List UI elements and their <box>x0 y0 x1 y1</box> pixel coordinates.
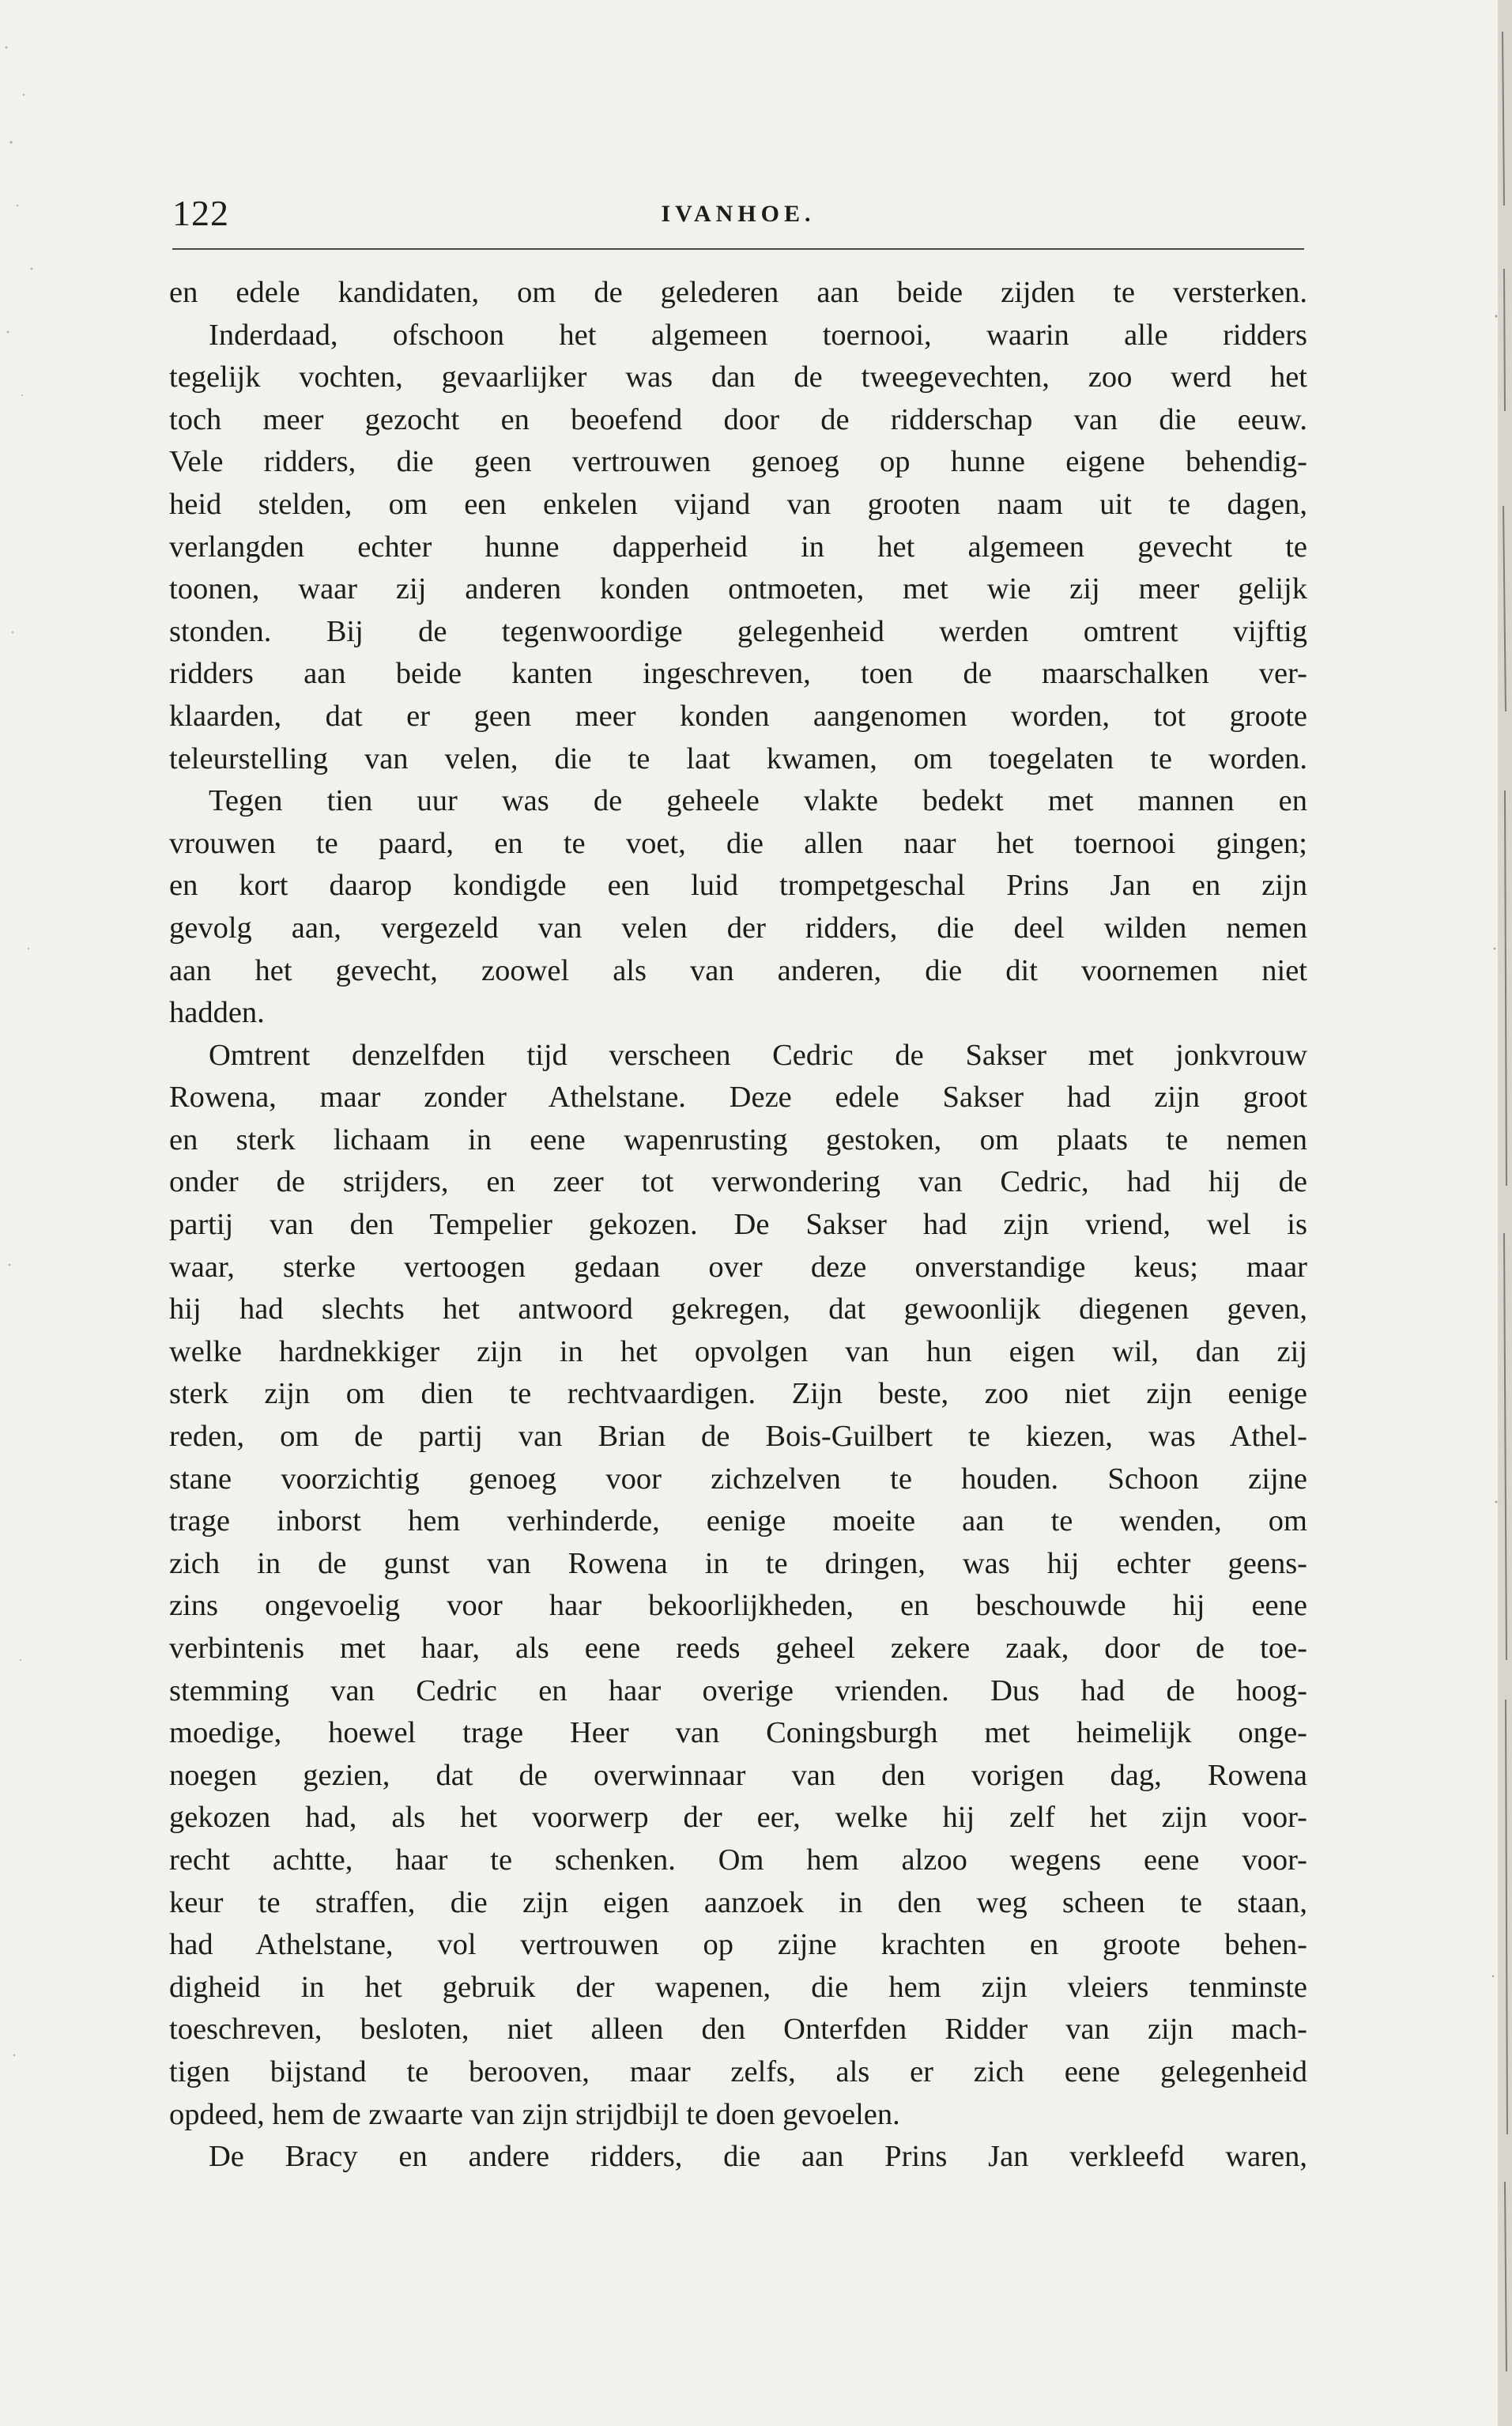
text-line: Tegen tien uur was de geheele vlakte bedekt met mannen en <box>209 784 1307 818</box>
text-line: toch meer gezocht en beoefend door de ridderschap van die eeuw. <box>169 402 1307 436</box>
text-line: vrouwen te paard, en te voet, die allen naar het toernooi gingen; <box>169 826 1307 860</box>
text-line: stane voorzichtig genoeg voor zichzelven te houden. Schoon zijne <box>169 1462 1307 1496</box>
text-line: digheid in het gebruik der wapenen, die hem zijn vleiers tenminste <box>169 1970 1307 2004</box>
left-scan-edge <box>0 0 55 2426</box>
text-line: en kort daarop kondigde een luid trompetgeschal Prins Jan en zijn <box>169 869 1307 903</box>
text-line: verlangden echter hunne dapperheid in het algemeen gevecht te <box>169 530 1307 564</box>
text-line: gevolg aan, vergezeld van velen der ridders, die deel wilden nemen <box>169 911 1307 945</box>
text-line: toonen, waar zij anderen konden ontmoeten, met wie zij meer gelijk <box>169 572 1307 606</box>
text-line: ridders aan beide kanten ingeschreven, toen de maarschalken ver- <box>169 657 1307 691</box>
text-line: had Athelstane, vol vertrouwen op zijne krachten en groote behen- <box>169 1928 1307 1962</box>
text-line: recht achtte, haar te schenken. Om hem alzoo wegens eene voor- <box>169 1843 1307 1877</box>
text-line: De Bracy en andere ridders, die aan Prins Jan verkleefd waren, <box>209 2140 1307 2174</box>
page-header <box>172 190 1304 245</box>
text-line: tegelijk vochten, gevaarlijker was dan de tweegevechten, zoo werd het <box>169 360 1307 394</box>
text-line: verbintenis met haar, als eene reeds geheel zekere zaak, door de toe- <box>169 1632 1307 1665</box>
text-line: teleurstelling van velen, die te laat kwamen, om toegelaten te worden. <box>169 741 1307 775</box>
header-rule <box>172 248 1304 250</box>
running-title: IVANHOE. <box>661 201 816 227</box>
text-line: moedige, hoewel trage Heer van Coningsburgh met heimelijk onge- <box>169 1716 1307 1750</box>
text-line: welke hardnekkiger zijn in het opvolgen van hun eigen wil, dan zij <box>169 1334 1307 1368</box>
text-line: noegen gezien, dat de overwinnaar van den vorigen dag, Rowena <box>169 1758 1307 1792</box>
text-line: klaarden, dat er geen meer konden aangenomen worden, tot groote <box>169 699 1307 733</box>
right-scan-edge <box>1457 0 1512 2426</box>
text-line: keur te straffen, die zijn eigen aanzoek in den weg scheen te staan, <box>169 1885 1307 1919</box>
text-line: en sterk lichaam in eene wapenrusting gestoken, om plaats te nemen <box>169 1122 1307 1156</box>
text-line: Vele ridders, die geen vertrouwen genoeg op hunne eigene behendig- <box>169 445 1307 479</box>
text-line: heid stelden, om een enkelen vijand van grooten naam uit te dagen, <box>169 487 1307 521</box>
text-line: partij van den Tempelier gekozen. De Sakser had zijn vriend, wel is <box>169 1208 1307 1242</box>
text-line: zins ongevoelig voor haar bekoorlijkheden, en beschouwde hij eene <box>169 1589 1307 1623</box>
text-line: stonden. Bij de tegenwoordige gelegenheid werden omtrent vijftig <box>169 614 1307 648</box>
text-line: waar, sterke vertoogen gedaan over deze onverstandige keus; maar <box>169 1250 1307 1284</box>
text-line: opdeed, hem de zwaarte van zijn strijdbijl te doen gevoelen. <box>169 2097 900 2131</box>
text-line: sterk zijn om dien te rechtvaardigen. Zijn beste, zoo niet zijn eenige <box>169 1377 1307 1411</box>
text-line: hadden. <box>169 996 265 1030</box>
page-number: 122 <box>172 193 229 233</box>
text-line: trage inborst hem verhinderde, eenige moeite aan te wenden, om <box>169 1504 1307 1538</box>
text-line: Rowena, maar zonder Athelstane. Deze edele Sakser had zijn groot <box>169 1081 1307 1115</box>
text-line: Inderdaad, ofschoon het algemeen toernooi, waarin alle ridders <box>209 318 1307 352</box>
text-line: zich in de gunst van Rowena in te dringen, was hij echter geens- <box>169 1546 1307 1580</box>
body-text <box>169 272 1307 2179</box>
text-line: Omtrent denzelfden tijd verscheen Cedric de Sakser met jonkvrouw <box>209 1038 1307 1072</box>
text-line: toeschreven, besloten, niet alleen den Onterfden Ridder van zijn mach- <box>169 2013 1307 2047</box>
text-line: stemming van Cedric en haar overige vrienden. Dus had de hoog- <box>169 1673 1307 1707</box>
text-line: tigen bijstand te berooven, maar zelfs, als er zich eene gelegenheid <box>169 2054 1307 2088</box>
text-line: hij had slechts het antwoord gekregen, dat gewoonlijk diegenen geven, <box>169 1292 1307 1326</box>
text-line: en edele kandidaten, om de gelederen aan beide zijden te versterken. <box>169 276 1307 309</box>
text-line: aan het gevecht, zoowel als van anderen, die dit voornemen niet <box>169 953 1307 987</box>
text-line: onder de strijders, en zeer tot verwondering van Cedric, had hij de <box>169 1165 1307 1199</box>
text-line: gekozen had, als het voorwerp der eer, welke hij zelf het zijn voor- <box>169 1801 1307 1835</box>
text-line: reden, om de partij van Brian de Bois-Guilbert te kiezen, was Athel- <box>169 1420 1307 1454</box>
